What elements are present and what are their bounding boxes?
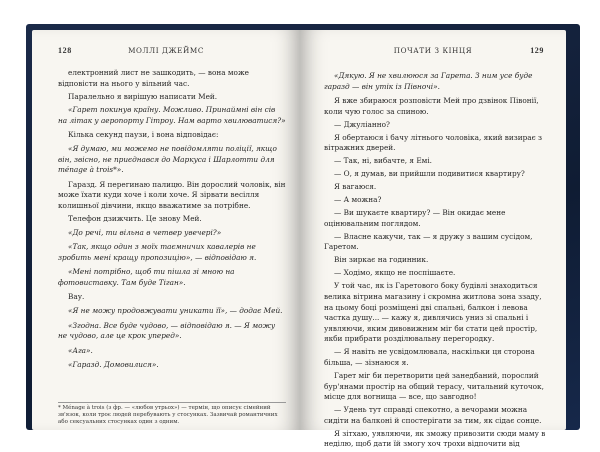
left-paragraph: «Згодна. Все буде чудово, — відповідаю я. — Я можу не чудово, але це крок уперед». xyxy=(58,320,276,341)
right-body-text xyxy=(324,68,550,452)
right-paragraph: — Я навіть не усвідомлювала, наскільки ця сторона більша, — зізнаюся я. xyxy=(324,347,535,367)
footnote: * Ménage à trois (з фр. — «любов утрьох») — термін, що описує сімейний зв'язок, коли троє людей перебувають у стосунках. Зазвичай романтичних або сексуальних стосунках один з одним. xyxy=(58,402,286,426)
left-page xyxy=(32,30,300,430)
right-paragraph: — Власне кажучи, так — я дружу з вашим сусідом, Гаретом. xyxy=(324,231,533,252)
left-paragraph: «Мені потрібно, щоб ти пішла зі мною на фотовиставку. Там буде Тіган». xyxy=(58,267,235,287)
right-paragraph: У той час, як із Гаретового боку будівлі знаходиться велика вітрина магазину і скромна житлова зона ззаду, на цьому боці розміщені дві спальні, балкон і левова частка душу... — кажу я, дивлячись униз зі спальні і уявляючи, яким дивовижним міг би стати цей простір, якби прибрати розділювальну перегородку. xyxy=(324,281,542,344)
left-page-number: 128 xyxy=(58,46,72,55)
right-paragraph: Гарет міг би перетворити цей занедбаний, порослий бур'янами простір на общий терасу, читальний куточок, місце для вогнища — все, що завгодно! xyxy=(324,370,544,402)
right-paragraph: Я вагаюся. xyxy=(334,182,377,192)
left-paragraph: «Я не можу продовжувати уникати її», — додає Мей. xyxy=(68,306,283,316)
left-paragraph: «Гаразд. Домовилися». xyxy=(68,360,159,370)
right-paragraph: — Так, ні, вибачте, я Емі. xyxy=(334,156,432,166)
left-paragraph: «Гарет покинув країну. Можливо. Принаймні він сів на літак у аеропорту Гітроу. Нам варто хвилюватися?» xyxy=(58,105,286,125)
right-paragraph: Я обертаюся і бачу літнього чоловіка, який визирає з вітражних дверей. xyxy=(324,132,543,153)
right-paragraph: — Удень тут справді спекотно, а вечорами можна сидіти на балконі й спостерігати за тим, як сідає сонце. xyxy=(324,405,542,425)
left-paragraph: Гаразд. Я перегинаю палицю. Він дорослий чоловік, він може їхати куди хоче і коли хоче. Я зірвати весілля колишньої дівчини, якщо вважатиме за потрібне. xyxy=(58,179,286,210)
right-paragraph: — Ви шукаєте квартиру? — Він окидає мене оцінювальним поглядом. xyxy=(324,208,506,228)
left-paragraph: «До речі, ти вільна в четвер увечері?» xyxy=(68,227,222,237)
left-paragraph: електронний лист не зашкодить, — вона може відповісти на нього у вільний час. xyxy=(58,68,249,88)
left-paragraph: Паралельно я вирішую написати Мей. xyxy=(68,91,218,101)
right-page-number: 129 xyxy=(530,46,544,55)
right-paragraph: — О, я думав, ви прийшли подивитися квартиру? xyxy=(334,169,525,179)
left-paragraph: Вау. xyxy=(68,292,85,302)
left-paragraph: «Ага». xyxy=(68,345,93,355)
left-paragraph: Телефон дзижчить. Це знову Мей. xyxy=(68,213,202,223)
left-paragraph: Кілька секунд паузи, і вона відповідає: xyxy=(68,130,219,140)
right-paragraph: Він зиркає на годинник. xyxy=(334,255,429,265)
left-body-text xyxy=(58,68,286,375)
left-running-head: МОЛЛІ ДЖЕЙМС xyxy=(128,46,204,55)
right-paragraph: «Дякую. Я не хвилююся за Гарета. З ним усе буде гаразд — він утік із Півночі». xyxy=(324,71,533,91)
right-paragraph: — А можна? xyxy=(334,195,382,205)
right-page xyxy=(300,30,566,449)
right-running-head: ПОЧАТИ З КІНЦЯ xyxy=(393,46,473,55)
right-paragraph: Я вже збираюся розповісти Мей про дзвінок Півонії, коли чую голос за спиною. xyxy=(324,96,539,116)
right-paragraph: — Ходімо, якщо не поспішаєте. xyxy=(334,268,456,278)
right-paragraph: — Джуліанно? xyxy=(334,119,390,129)
left-paragraph: «Так, якщо один з моїх таємничих кавалерів не зробить мені кращу пропозицію», — відповідаю я. xyxy=(58,242,257,262)
left-paragraph: «Я думаю, ми можемо не повідомляти поліції, якщо він, звісно, не приєднався до Маркуса і Шарлотти для ménage à trois*». xyxy=(58,143,277,175)
right-paragraph: Я зітхаю, уявляючи, як зможу привозити сюди маму в неділю, щоб дати їй змогу хоч трохи відпочити від xyxy=(324,428,546,449)
